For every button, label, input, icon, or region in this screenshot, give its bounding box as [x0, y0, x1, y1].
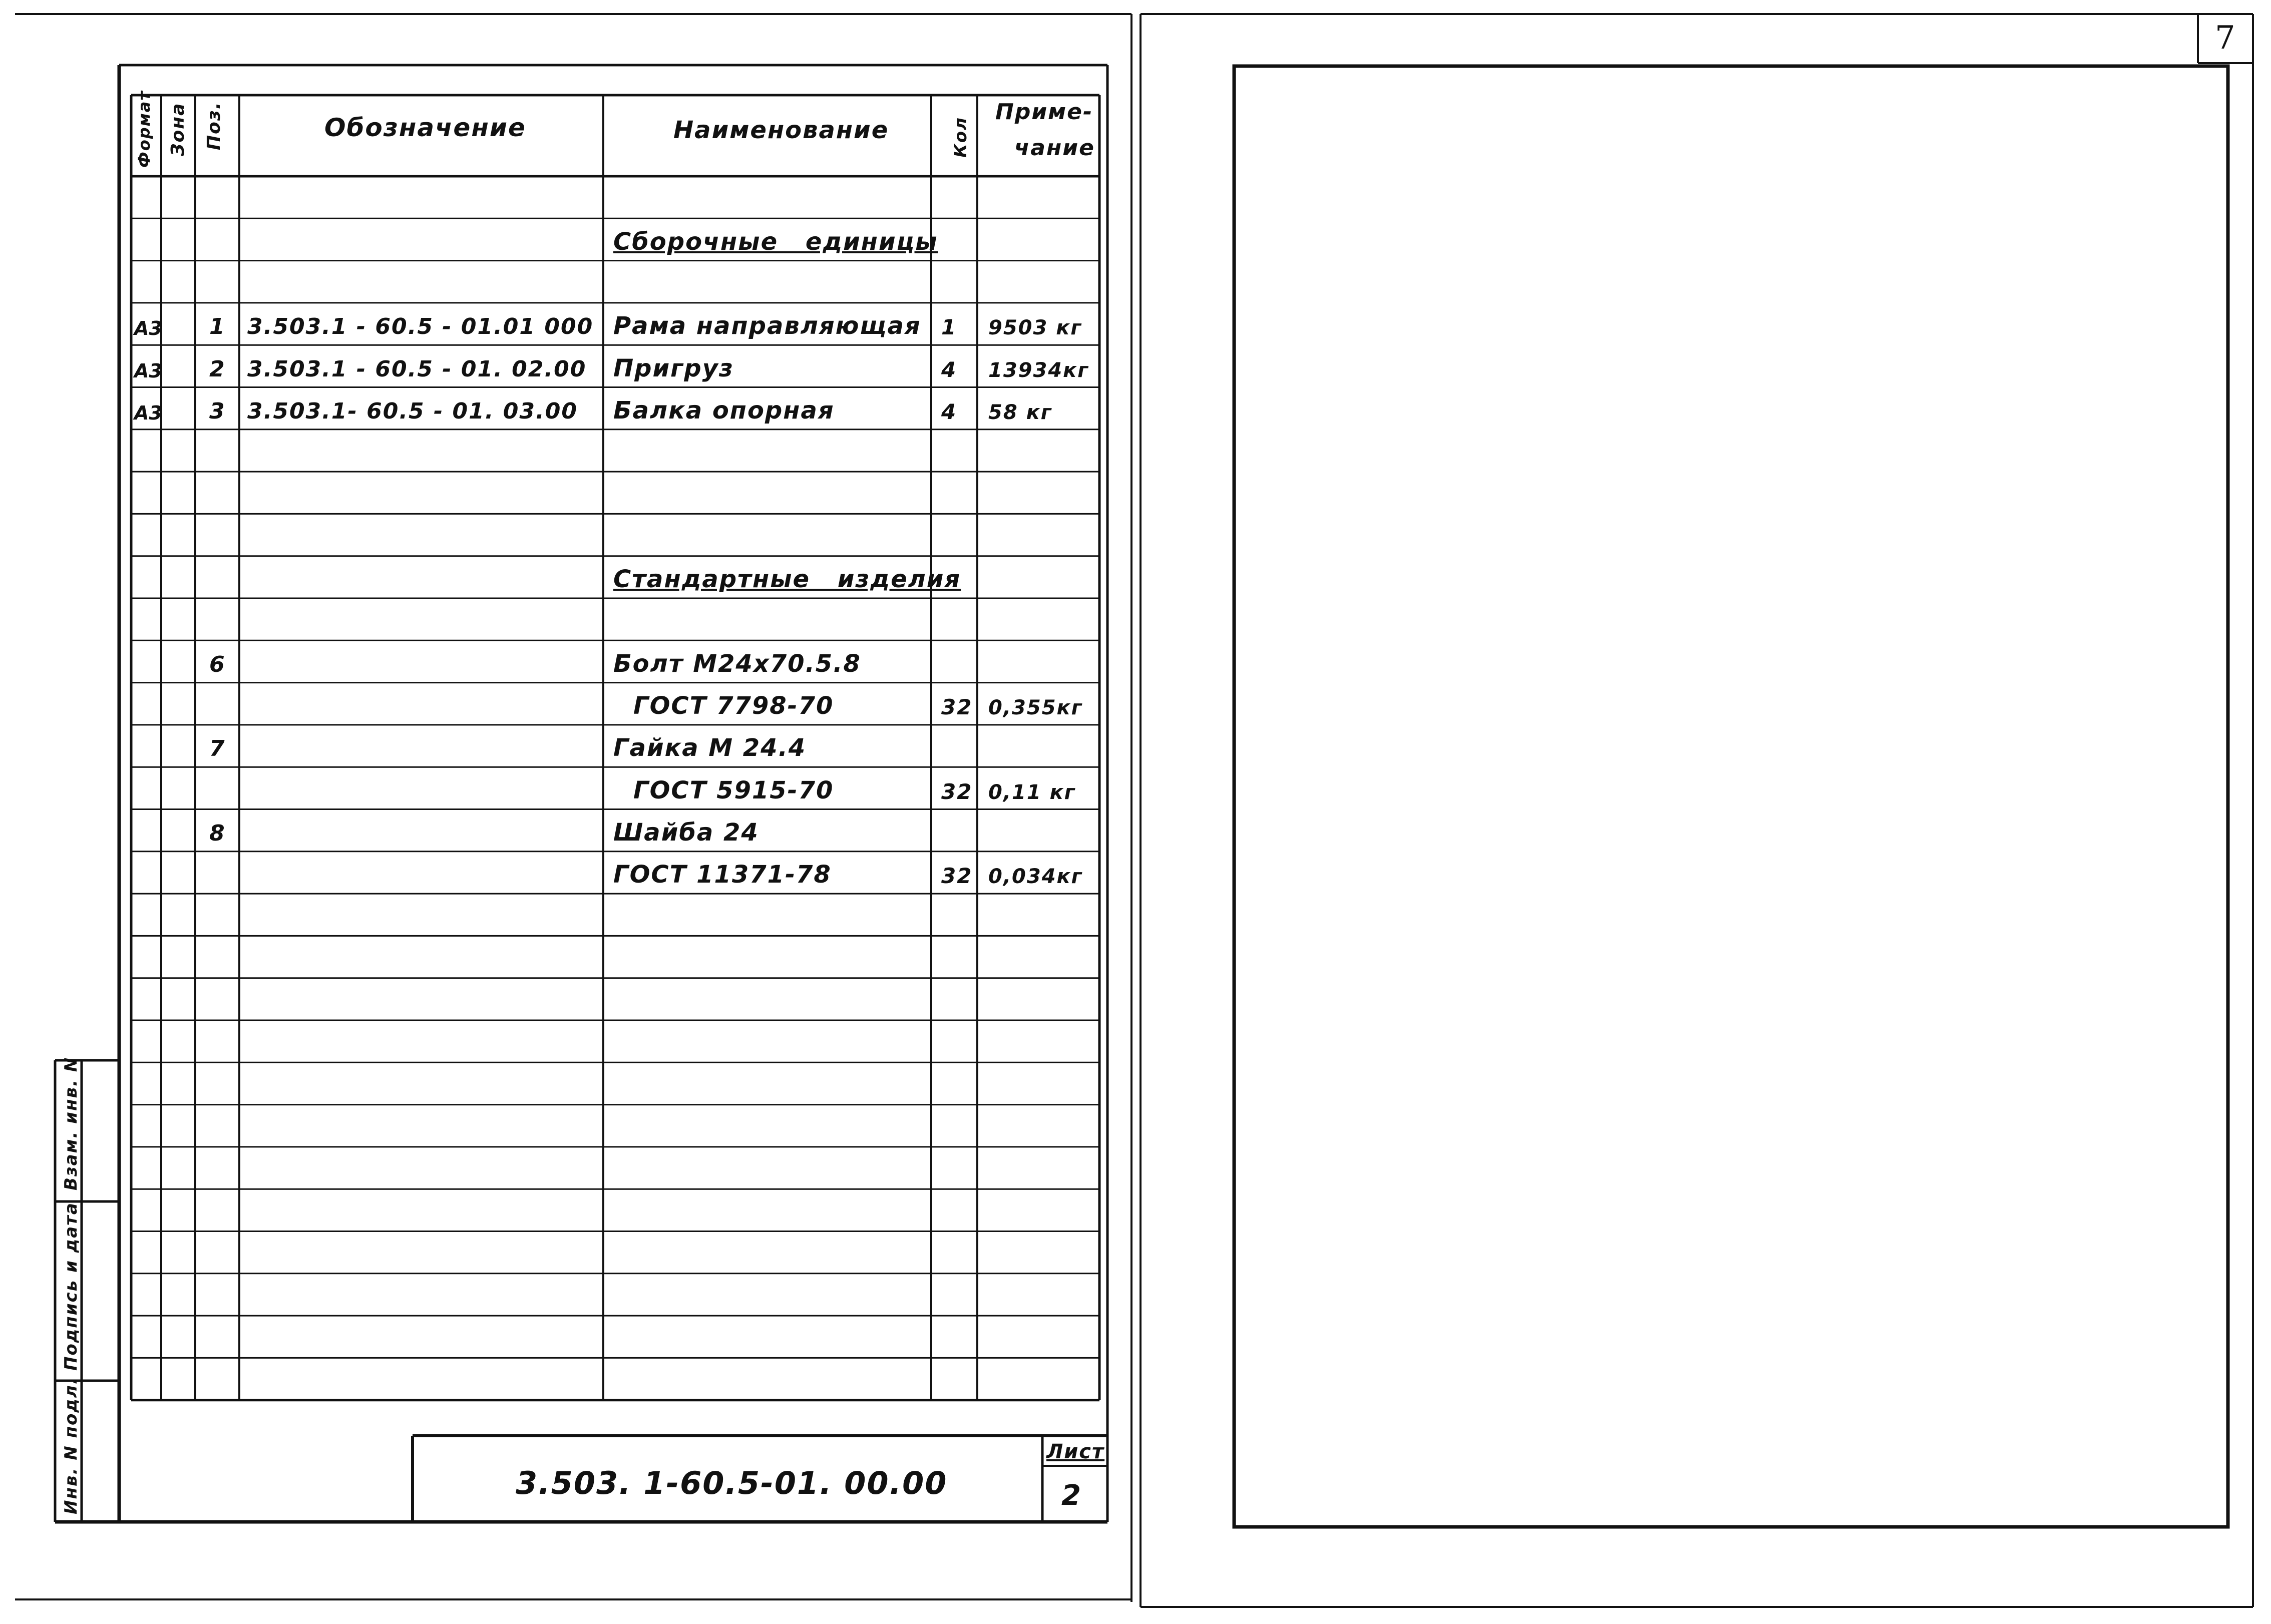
cell-note: 9503 кг	[988, 316, 1082, 340]
cell-name: Балка опорная	[613, 396, 835, 425]
cell-name: Болт М24х70.5.8	[613, 649, 861, 678]
stamp-inv-orig: Инв. N подл.	[61, 1377, 81, 1514]
stamp-sign-date: Подпись и дата	[61, 1202, 81, 1371]
cell-qty: 4	[941, 399, 957, 424]
header-pos: Поз.	[204, 101, 224, 150]
cell-name: Сборочные единицы	[613, 227, 938, 256]
cell-note: 13934кг	[988, 358, 1089, 382]
header-qty: Кол	[951, 116, 971, 158]
cell-designation: 3.503.1 - 60.5 - 01.01 000	[247, 314, 594, 340]
cell-qty: 1	[941, 315, 957, 340]
cell-qty: 32	[941, 694, 973, 719]
page-number: 7	[2215, 20, 2235, 57]
cell-format: A3	[134, 359, 162, 382]
cell-note: 0,11 кг	[988, 780, 1076, 804]
document-code: 3.503. 1-60.5-01. 00.00	[516, 1465, 948, 1501]
cell-name: Рама направляющая	[613, 312, 921, 340]
cell-pos: 1	[209, 314, 226, 340]
cell-note: 0,355кг	[988, 696, 1083, 719]
sheet-label: Лист	[1046, 1440, 1105, 1463]
cell-pos: 8	[209, 820, 226, 846]
header-designation: Обозначение	[324, 113, 526, 142]
cell-qty: 32	[941, 864, 973, 889]
cell-designation: 3.503.1- 60.5 - 01. 03.00	[247, 398, 578, 424]
cell-name: ГОСТ 11371-78	[613, 861, 832, 889]
cell-format: A3	[134, 317, 162, 340]
cell-format: A3	[134, 401, 162, 424]
cell-name: Стандартные изделия	[613, 565, 961, 593]
cell-name: ГОСТ 5915-70	[633, 776, 834, 804]
cell-pos: 3	[209, 398, 226, 424]
header-name: Наименование	[673, 116, 889, 144]
cell-designation: 3.503.1 - 60.5 - 01. 02.00	[247, 356, 587, 382]
cell-name: Пригруз	[613, 354, 734, 382]
cell-qty: 32	[941, 779, 973, 804]
header-format: Формат	[135, 90, 154, 168]
header-zone: Зона	[168, 102, 188, 156]
cell-pos: 2	[209, 356, 226, 382]
cell-name: Гайка М 24.4	[613, 734, 807, 762]
stamp-inv-dup: Взам. инв. N	[61, 1056, 81, 1190]
cell-name: ГОСТ 7798-70	[633, 691, 834, 720]
cell-pos: 6	[209, 651, 226, 677]
cell-qty: 4	[941, 357, 957, 382]
cell-note: 0,034кг	[988, 865, 1083, 889]
sheet-number: 2	[1061, 1479, 1082, 1512]
cell-pos: 7	[209, 736, 226, 762]
header-note-line2: чание	[1014, 135, 1095, 161]
cell-name: Шайба 24	[613, 818, 759, 847]
header-note-line1: Приме-	[995, 99, 1093, 125]
cell-note: 58 кг	[988, 400, 1052, 424]
